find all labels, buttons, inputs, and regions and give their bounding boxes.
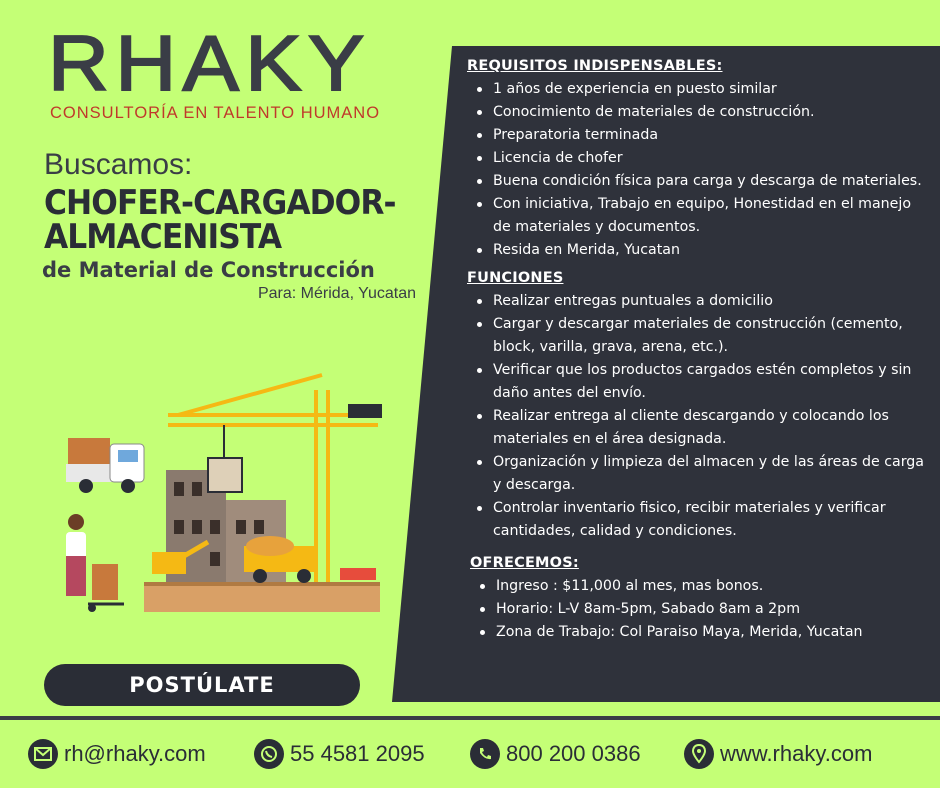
whatsapp-text: 55 4581 2095 xyxy=(290,741,425,766)
funciones-list xyxy=(467,290,927,543)
ground-shape xyxy=(144,582,380,612)
requisitos-list xyxy=(467,78,927,262)
list-item: Preparatoria terminada xyxy=(493,124,927,147)
list-item: Ingreso : $11,000 al mes, mas bonos. xyxy=(496,575,927,598)
contact-website[interactable] xyxy=(684,734,872,774)
brand-name: RHAKY xyxy=(48,19,371,107)
phone-text: 800 200 0386 xyxy=(506,741,641,766)
ofrecemos-title: OFRECEMOS: xyxy=(470,555,579,571)
phone-icon xyxy=(470,739,500,769)
excavator-icon xyxy=(152,552,186,574)
list-item: Realizar entrega al cliente descargando y colocando los materiales en el área designada. xyxy=(493,405,927,451)
location-pin-icon xyxy=(684,739,714,769)
contact-email[interactable] xyxy=(28,734,206,774)
construction-illustration xyxy=(48,370,388,620)
list-item: Horario: L-V 8am-5pm, Sabado 8am a 2pm xyxy=(496,598,927,621)
job-title-line1: CHOFER-CARGADOR- xyxy=(44,183,396,223)
list-item: Controlar inventario fisico, recibir materiales y verificar cantidades, calidad y condiciones. xyxy=(493,497,927,543)
whatsapp-icon xyxy=(254,739,284,769)
footer-divider xyxy=(0,716,940,720)
list-item: Licencia de chofer xyxy=(493,147,927,170)
delivery-truck-icon xyxy=(66,438,144,493)
contact-whatsapp[interactable] xyxy=(254,734,425,774)
list-item: Con iniciativa, Trabajo en equipo, Honestidad en el manejo de materiales y documentos. xyxy=(493,193,927,239)
info-panel-content xyxy=(467,55,927,644)
job-location: Para: Mérida, Yucatan xyxy=(257,285,416,302)
list-item: Resida en Merida, Yucatan xyxy=(493,239,927,262)
apply-button[interactable]: POSTÚLATE xyxy=(44,664,360,706)
ofrecemos-section xyxy=(467,552,927,644)
brand-tagline: CONSULTORÍA EN TALENTO HUMANO xyxy=(50,104,381,122)
mail-icon xyxy=(28,739,58,769)
contact-phone[interactable] xyxy=(470,734,641,774)
brand-logo xyxy=(48,19,420,123)
list-item: Organización y limpieza del almacen y de las áreas de carga y descarga. xyxy=(493,451,927,497)
list-item: Cargar y descargar materiales de construcción (cemento, block, varilla, grava, arena, etc.). xyxy=(493,313,927,359)
email-text: rh@rhaky.com xyxy=(64,741,206,766)
list-item: 1 años de experiencia en puesto similar xyxy=(493,78,927,101)
headline-intro: Buscamos: xyxy=(44,148,193,181)
list-item: Zona de Trabajo: Col Paraiso Maya, Merida, Yucatan xyxy=(496,621,927,644)
worker-icon xyxy=(66,514,124,612)
requisitos-title: REQUISITOS INDISPENSABLES: xyxy=(467,58,723,74)
list-item: Verificar que los productos cargados estén completos y sin daño antes del envío. xyxy=(493,359,927,405)
list-item: Realizar entregas puntuales a domicilio xyxy=(493,290,927,313)
list-item: Conocimiento de materiales de construcción. xyxy=(493,101,927,124)
funciones-title: FUNCIONES xyxy=(467,270,564,286)
job-subtitle: de Material de Construcción xyxy=(42,258,375,282)
job-title xyxy=(44,183,396,257)
job-title-line2: ALMACENISTA xyxy=(44,217,282,257)
website-text: www.rhaky.com xyxy=(720,741,873,766)
list-item: Buena condición física para carga y descarga de materiales. xyxy=(493,170,927,193)
ofrecemos-list xyxy=(470,575,927,644)
